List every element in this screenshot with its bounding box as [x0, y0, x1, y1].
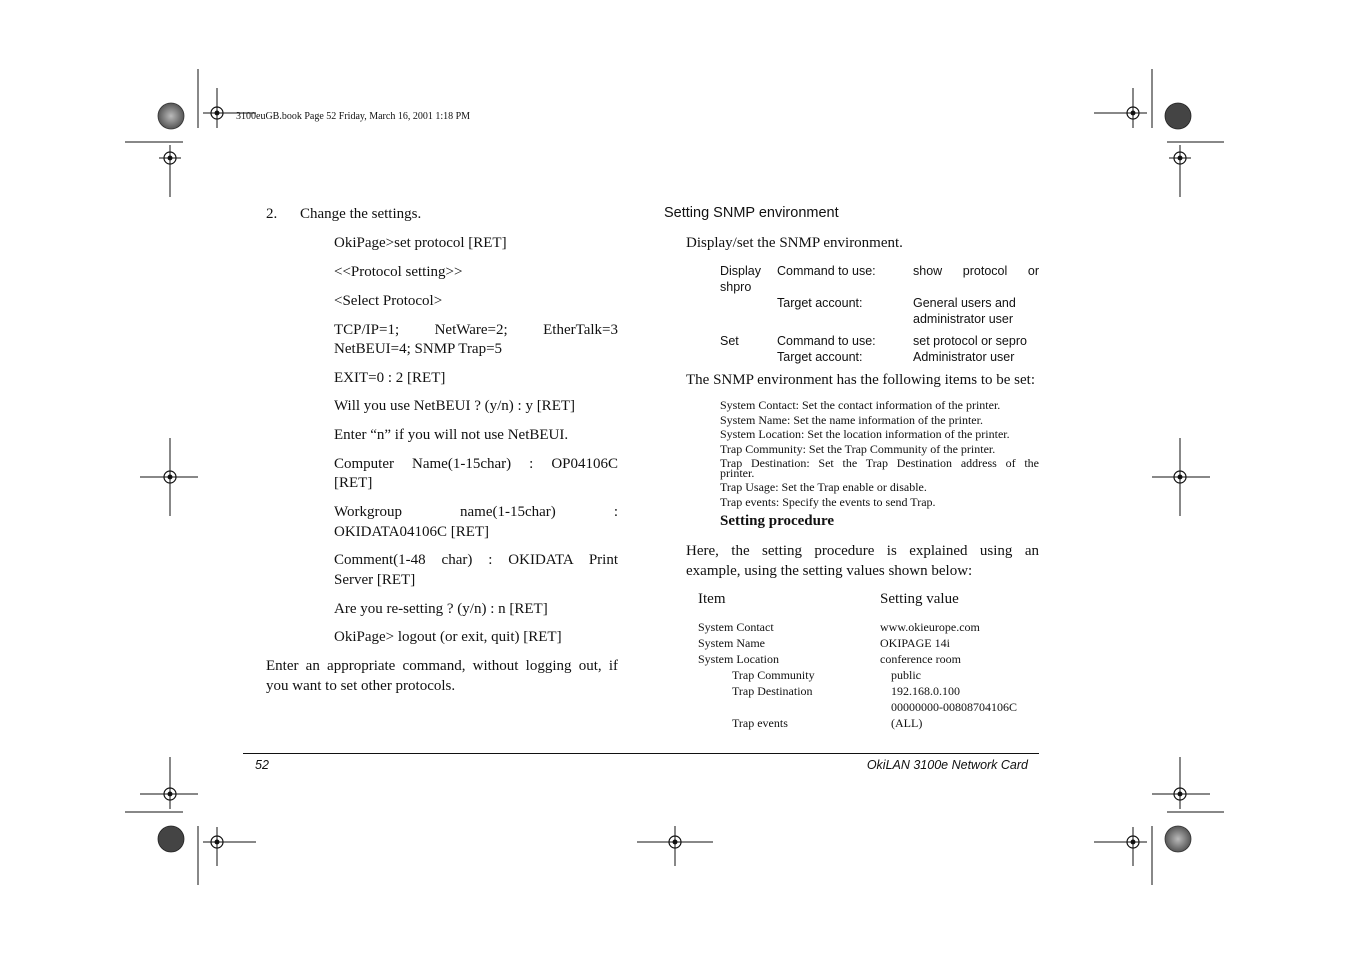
- console-line: Server [RET]: [334, 572, 416, 588]
- procedure-heading: Setting procedure: [720, 513, 835, 529]
- console-line: Will you use NetBEUI ? (y/n) : y [RET]: [334, 398, 576, 414]
- star-target-icon: [158, 103, 184, 129]
- book-info-header: 3100euGB.book Page 52 Friday, March 16, 2001 1:18 PM: [236, 111, 471, 122]
- table-cell-item: Trap Community: [732, 668, 815, 682]
- list-item: System Contact: Set the contact information of the printer.: [720, 398, 1001, 412]
- cmd-display-target-value: General users and: [913, 296, 1016, 310]
- console-line: Computer Name(1-15char) : OP04106C: [334, 456, 618, 472]
- page-number: 52: [255, 758, 269, 772]
- cmd-set-cmd-label: Command to use:: [777, 334, 876, 348]
- star-target-icon: [1165, 103, 1191, 129]
- cmd-display-target-label: Target account:: [777, 296, 863, 310]
- console-line: Workgroup name(1-15char) :: [334, 504, 618, 520]
- closing-paragraph-line: you want to set other protocols.: [266, 678, 456, 694]
- section-intro: Display/set the SNMP environment.: [686, 235, 903, 251]
- table-header-value: Setting value: [880, 591, 959, 607]
- cmd-set-target-label: Target account:: [777, 350, 863, 364]
- cmd-display-cmd-label: Command to use:: [777, 264, 876, 278]
- table-cell-value: OKIPAGE 14i: [880, 636, 950, 650]
- table-cell-item: System Name: [698, 636, 765, 650]
- cmd-set-label: Set: [720, 334, 739, 348]
- list-item: System Location: Set the location information of the printer.: [720, 427, 1010, 441]
- star-target-icon: [1165, 826, 1191, 852]
- footer-rule: [243, 753, 1039, 754]
- console-line: TCP/IP=1; NetWare=2; EtherTalk=3: [334, 322, 618, 338]
- table-cell-value: conference room: [880, 652, 961, 666]
- console-line: OkiPage> logout (or exit, quit) [RET]: [334, 629, 562, 645]
- step-number: 2.: [266, 206, 278, 222]
- table-cell-value: public: [891, 668, 921, 682]
- list-item: Trap events: Specify the events to send Trap.: [720, 495, 936, 509]
- table-cell-value: 00000000-00808704106C: [891, 700, 1017, 714]
- console-line: NetBEUI=4; SNMP Trap=5: [334, 341, 503, 357]
- table-cell-value: www.okieurope.com: [880, 620, 980, 634]
- section-title: Setting SNMP environment: [664, 205, 839, 221]
- console-line: Are you re-setting ? (y/n) : n [RET]: [334, 601, 548, 617]
- list-item: Trap Usage: Set the Trap enable or disable.: [720, 480, 927, 494]
- list-item: System Name: Set the name information of the printer.: [720, 413, 983, 427]
- list-item: Trap Community: Set the Trap Community of the printer.: [720, 442, 996, 456]
- cmd-display-target-value: administrator user: [913, 312, 1014, 326]
- procedure-paragraph-line: example, using the setting values shown below:: [686, 563, 973, 579]
- table-cell-value: 192.168.0.100: [891, 684, 960, 698]
- table-cell-item: System Contact: [698, 620, 774, 634]
- console-line: <Select Protocol>: [334, 293, 443, 309]
- items-intro: The SNMP environment has the following items to be set:: [686, 372, 1035, 388]
- table-cell-item: Trap events: [732, 716, 788, 730]
- cmd-display-label: Display: [720, 264, 761, 278]
- star-target-icon: [158, 826, 184, 852]
- console-line: OkiPage>set protocol [RET]: [334, 235, 507, 251]
- table-cell-item: System Location: [698, 652, 779, 666]
- cmd-set-target-value: Administrator user: [913, 350, 1015, 364]
- console-line: Comment(1-48 char) : OKIDATA Print: [334, 552, 618, 568]
- table-cell-item: Trap Destination: [732, 684, 813, 698]
- console-line: EXIT=0 : 2 [RET]: [334, 370, 446, 386]
- cmd-display-cmd-value: show protocol or: [913, 264, 1039, 278]
- console-line: OKIDATA04106C [RET]: [334, 524, 490, 540]
- cmd-set-cmd-value: set protocol or sepro: [913, 334, 1027, 348]
- table-header-item: Item: [698, 591, 726, 607]
- console-line: <<Protocol setting>>: [334, 264, 463, 280]
- closing-paragraph-line: Enter an appropriate command, without logging out, if: [266, 658, 618, 674]
- procedure-paragraph-line: Here, the setting procedure is explained using an: [686, 543, 1039, 559]
- console-line: [RET]: [334, 475, 373, 491]
- footer-product-name: OkiLAN 3100e Network Card: [866, 758, 1028, 772]
- note-line: Enter “n” if you will not use NetBEUI.: [334, 427, 569, 443]
- list-item: Trap Destination: Set the Trap Destination address of the: [720, 456, 1039, 470]
- step-text: Change the settings.: [300, 206, 422, 222]
- list-item: printer.: [720, 466, 755, 480]
- table-cell-value: (ALL): [891, 716, 923, 730]
- cmd-display-cont: shpro: [720, 280, 752, 294]
